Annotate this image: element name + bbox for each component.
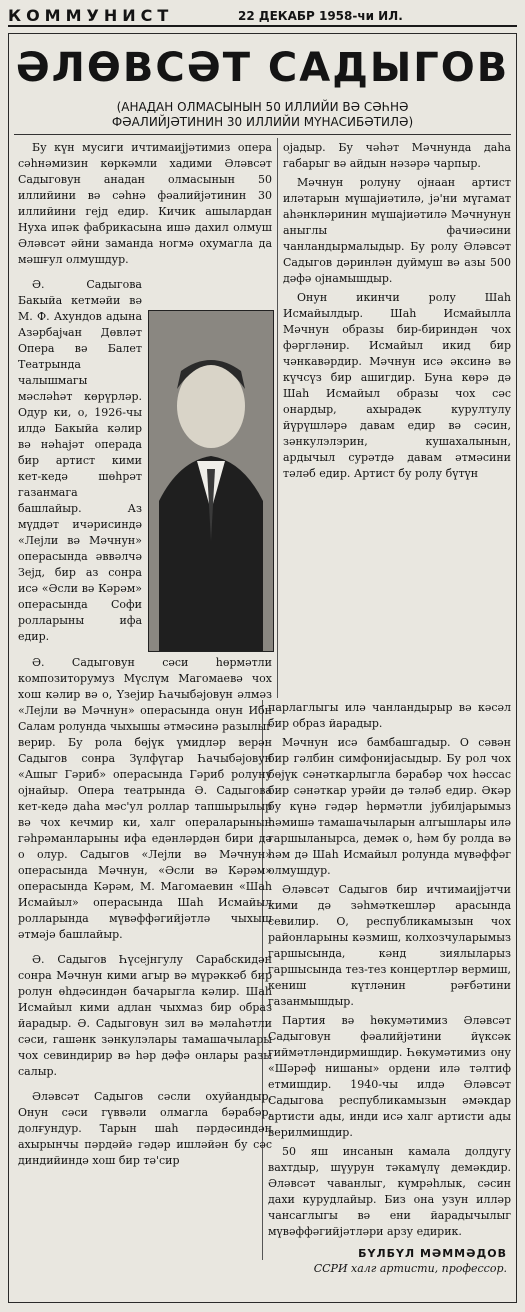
author-title: ССРИ халг артисти, профессор. [313, 1262, 507, 1275]
article-title: ӘЛӨВСӘТ САДЫГОВ [15, 45, 510, 91]
paragraph: парлаглыгы илә чанландырыр вә кәсәл бир образ йарадыр. [268, 701, 511, 730]
paragraph: Ә. Садыгов Һүсејнгулу Сарабскидән сонра Мәчнун кими агыр вә мүрәккәб бир ролун өһдәсиндән бачарыгла кәлир. Шаһ Исмайыл кими адлан чыхмаз бир образ йарадыр. Ә. Садыговун зил вә мәлаһәтли сәси, гашәнк зәнкулэлары тамашачылары чох севиндирир вә һәр дәфә онлары разы салыр. [18, 953, 272, 1078]
paragraph: Партия вә һөкумәтимиз Әләвсәт Садыговун фәалийјәтини йүксәк гиймәтләндирмишдир. Һөкумәтимиз ону «Шәрәф нишаны» ордени илә тәлтиф етмишдир. 1940-чы илдә Әләвсәт Садыгова республикамызын әмәкдар артисти ады, инди исә халг артисти ады верилмишдир. [268, 1014, 511, 1139]
paragraph: Мәчнун исә бамбашгадыр. О сәвән бир гәлбин симфонијасыдыр. Бу рол чох бөјүк сәнәткарлыгла бәрабәр чох һәссас бир сәнәткар урәйи дә тәләб едир. Әкәр бу күнә гәдәр һөрмәтли јубилјарымыз һәмишә тамашачыларын алгышлары илә гаршыланырса, демәк о, һәм бу ролда вә һәм дә Шаһ Исмайыл ролунда мүвәффәг олмушдур. [268, 736, 511, 877]
column-divider [277, 138, 278, 698]
paragraph: Ә. Садыговун сәси һөрмәтли композиторумуз Мүслүм Магомаевә чох хош кәлир вә о, Үзејир Һачыбәјовун әлмәз «Лејли вә Мәчнун» операсында онун Ибн Салам ролунда чыхышы әтмәсинә разылыг верир. Бу рола бөјүк үмидләр верән Садыгов сонра Зүлфүгар Һачыбәјовун «Ашыг Гәриб» операсында Гәриб ролуну ојнайыр. Опера театрында Ә. Садыгова кет-кедә даһа мәс'ул роллар тапшырылыр вә чох кечмир ки, халг операларынын гәһрәманларыны ифа едәнләрдән бири дә о олур. Садыгов «Лејли вә Мәчнун» операсында Мәчнун, «Әсли вә Кәрәм» операсында Кәрәм, М. Магомаевин «Шаһ Исмайыл» операсында Шаһ Исмайыл ролларында мүвәффәгийјәтлә чыхыш әтмәјә башлайыр. [18, 656, 272, 941]
masthead [8, 3, 517, 27]
paragraph: Бу күн мусиги ичтимаијјәтимиз опера сәһнәмизин көркәмли хадими Әләвсәт Садыговун анадан олмасынын 50 иллийини вә сәһнә фәалийјәтинин 30 иллийини гејд едир. Кичик ашылардан Нуха ипәк фабрикасына ишә дахил олмуш Әләвсәт әйни заманда ногмә охумагла да мәшғул олмушдур. [18, 141, 272, 266]
paragraph: Әләвсәт Садыгов сәсли охуйандыр. Онун сәси гүввәли олмагла бәрабәр, долғундур. Тарын шаһ пәрдәсиндән ахырынчы пәрдәйә гәдәр ишләйән бу сәс диндийиндә хош бир тә'сир [18, 1090, 272, 1167]
text-column-right-top [283, 140, 511, 485]
issue-date: 22 ДЕКАБР 1958-чи ИЛ. [238, 9, 403, 23]
paragraph: Әләвсәт Садыгов бир ичтимаијјәтчи кими дә зәһмәткешләр арасында севилир. О, республикамызын чох районларыны кәзмиш, колхозчуларымыз гаршысында, кәнд зиялыларыз гаршысында тез-тез концертләр вермиш, кениш күтләнин рәғбәтини газанмышдыр. [268, 883, 511, 1008]
header-divider [14, 134, 511, 135]
portrait-image [149, 311, 273, 651]
paragraph: Мәчнун ролуну ојнаан артист иләтарын мүшајиәтилә, јә'ни мүгамат аһәнкләринин мүшајиәтилә Мәчнунун аныглы фачиәсини чанландырмалыдыр. Бу ролу Әләвсәт Садыгов дәринлән дуймуш вә азы 500 дәфә ојнамышдыр. [283, 176, 511, 285]
article-subtitle-line-2: ФӘАЛИЙЈӘТИНИН 30 ИЛЛИЙИ МҮНАСИБӘТИЛӘ) [111, 115, 414, 129]
article-signature [285, 1246, 507, 1276]
paragraph: Онун икинчи ролу Шаһ Исмайылдыр. Шаһ Исмайылла Мәчнун образы бир-бириндән чох фәргләнир. Исмайыл икид бир чәнкавәрдир. Мәчнун исә әксинә вә күчсүз бир ашигдир. Буна көрә дә Шаһ Исмайыл образы чох сәс онардыр, ахырадәк курултулу йүрүшләрә давам едир вә сәсин, зәнкулэлэрин, кушахалынын, ардычыл сурәтдә давам әтмәсини тәләб едир. Артист бу ролу бүтүн [283, 291, 511, 480]
author-name: БҮЛБҮЛ МӘММӘДОВ [358, 1247, 507, 1260]
paragraph: ојадыр. Бу чәһәт Мәчнунда даһа габарыг вә айдын нәзәрә чарпыр. [283, 141, 511, 170]
text-column-right-bottom [268, 700, 511, 1243]
paragraph: Ә. Садыгова Бакыйа кетмәйи вә М. Ф. Ахундов адына Азәрбајҹан Дөвләт Опера вә Балет Театрында чалышмагы мәсләһәт көрүрләр. Одур ки, о, 1926-чы илдә Бакыйа кәлир вә нәһајәт операда бир артист кими кет-кедә шөһрәт газанмага башлайыр. Аз мүддәт ичәрисиндә «Лејли вә Мәчнун» операсында әввәлчә Зејд, бир аз сонра исә «Әсли вә Кәрәм» операсында Софи ролларыны ифа едир. [18, 278, 142, 643]
text-column-left-bottom [18, 655, 272, 1172]
newspaper-name: КОММУНИСТ [8, 6, 174, 25]
portrait-photo [148, 310, 274, 652]
paragraph: 50 яш инсанын камала долдугу вахтдыр, шүурун тәкамүлү демәкдир. Әләвсәт чаванлыг, күмрәһлык, сәсин дахи курудлайыр. Биз она узун илләр чансаглыгы вә ени йарадычылыг мүвәффәгийјәтләри арзу едирик. [268, 1145, 511, 1238]
article-subtitle-line-1: (АНАДАН ОЛМАСЫНЫН 50 ИЛЛИЙИ ВӘ СӘҺНӘ [116, 100, 409, 114]
